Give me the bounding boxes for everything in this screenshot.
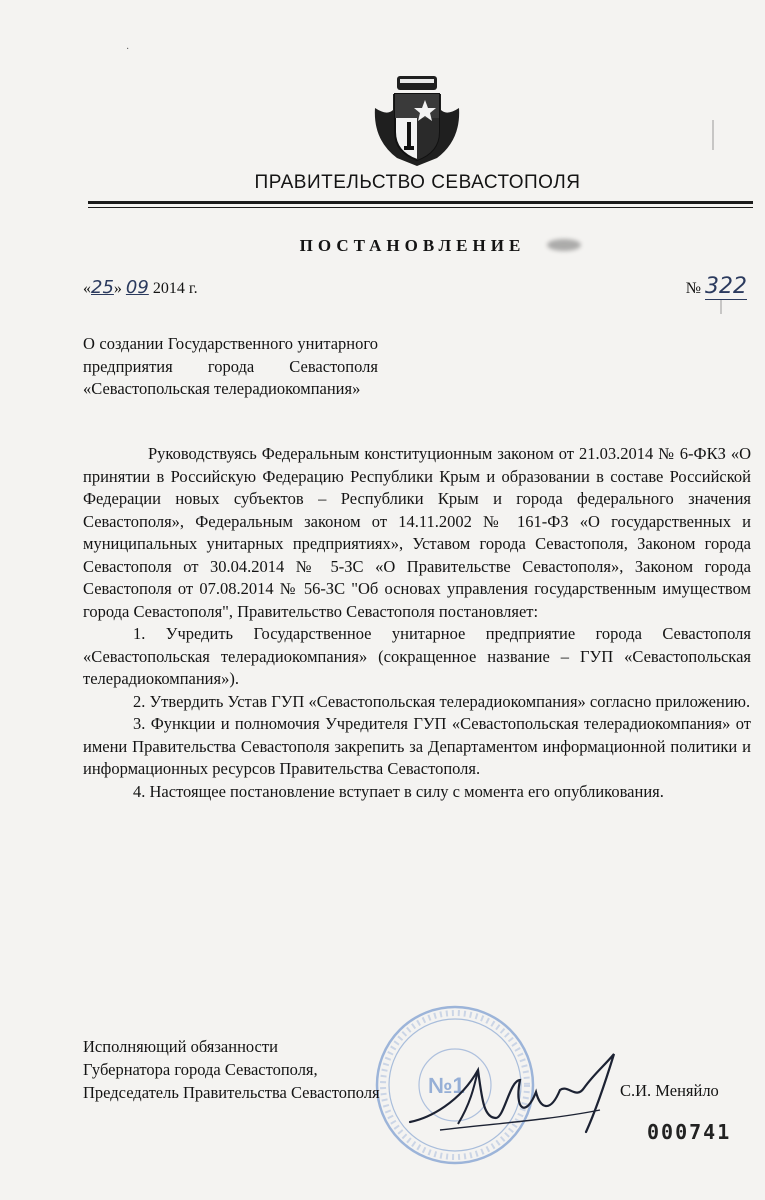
resolution-item: 4. Настоящее постановление вступает в силу с момента его опубликования. <box>133 781 664 801</box>
date-close-quote: » <box>113 280 122 297</box>
document-subject: О создании Государственного унитарного предприятия города Севастополя «Севастопольская телерадиокомпания» <box>83 334 378 398</box>
date-month: 09 <box>125 277 149 298</box>
document-body <box>83 443 751 803</box>
preamble-paragraph: Руководствуясь Федеральным конституционным законом от 21.03.2014 № 6-ФКЗ «О принятии в Российскую Федерацию Республики Крым и образовании в составе Российской Федерации новых субъектов – Республики Крым и города федерального значения Севастополя», Федеральным законом от 14.11.2002 № 161-ФЗ «О государственных и муниципальных унитарных предприятиях», Уставом города Севастополя, Законом города Севастополя от 30.04.2014 № 5-ЗС «О Правительстве Севастополя», Законом города Севастополя от 07.08.2014 № 56-ЗС "Об основах управления государственным имуществом города Севастополя", Правительство Севастополя постановляет: <box>83 444 751 621</box>
document-type: ПОСТАНОВЛЕНИЕ <box>299 236 526 255</box>
number-value: 322 <box>705 274 747 299</box>
signatory-line: Председатель Правительства Севастополя <box>83 1083 380 1102</box>
signatory-block <box>83 1035 380 1104</box>
government-title: ПРАВИТЕЛЬСТВО СЕВАСТОПОЛЯ <box>254 172 581 193</box>
number-prefix: № <box>685 280 701 297</box>
scan-mark <box>720 300 722 314</box>
handwritten-signature <box>400 1040 630 1140</box>
date-day: 25 <box>91 277 114 298</box>
stamp-number: №1 <box>428 1073 465 1098</box>
document-date <box>83 277 198 298</box>
header-rule-thin <box>88 207 753 208</box>
serial-number: 000741 <box>647 1120 732 1144</box>
resolution-item: 2. Утвердить Устав ГУП «Севастопольская телерадиокомпания» согласно приложению. <box>133 691 751 711</box>
scan-mark: · <box>126 44 130 55</box>
signatory-line: Исполняющий обязанности <box>83 1037 278 1056</box>
coat-of-arms-icon <box>367 70 467 170</box>
signatory-line: Губернатора города Севастополя, <box>83 1060 318 1079</box>
date-open-quote: « <box>83 280 91 297</box>
resolution-item: 3. Функции и полномочия Учредителя ГУП «Севастопольская телерадиокомпания» от имени Правительства Севастополя закрепить за Департаментом информационной политики и информационных ресурсов Правительства Севастополя. <box>83 714 751 778</box>
resolution-item: 1. Учредить Государственное унитарное предприятие города Севастополя «Севастопольская телерадиокомпания» (сокращенное название – ГУП «Севастопольская телерадиокомпания»). <box>83 624 751 688</box>
ink-smudge <box>547 239 581 251</box>
signatory-name: С.И. Меняйло <box>620 1081 719 1100</box>
date-year: 2014 г. <box>152 280 198 297</box>
scan-mark <box>712 120 714 150</box>
document-number <box>686 274 747 299</box>
header-rule-thick <box>88 201 753 204</box>
